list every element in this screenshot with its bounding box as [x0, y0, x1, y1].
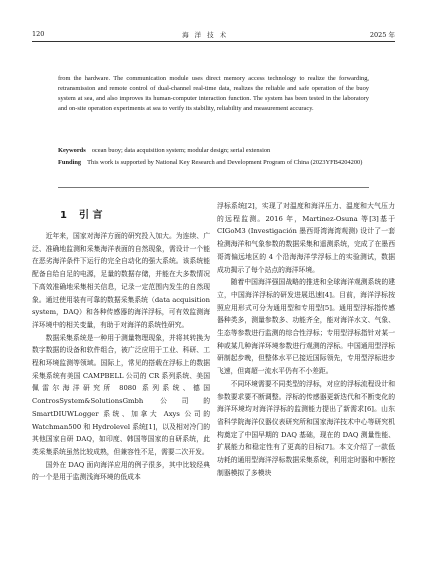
- right-column: [217, 200, 395, 479]
- left-column: [32, 230, 210, 484]
- publication-year: 2025 年: [369, 30, 395, 39]
- paragraph: 数据采集系统是一种用于测量物理现象，并将其转换为数字数据的设备和软件组合，被广泛应用于工业、科研、工程和环境监测等领域。国际上，常见的搭载在浮标上的数据采集系统有美国 CAMPBELL 公司的 CR 系列系统、美国佩雷尔海洋研究所 8080 系列系统、德国 ControsSystem&SolutionsGmbh 公司的 SmartDIUWLogger 系统、加拿大 Axys 公司的 Watchman500 和 Hydrolevel 系统[1]，以及相对冷门的其他国家自研 DAQ，如印度、韩国等国家的自研系统，此类采集系统虽然比较成熟，但兼容性不足，需要二次开发。: [32, 333, 210, 456]
- paragraph: 不同环境需要不同类型的浮标，对应的浮标流程设计和参数要求要不断调整。浮标的传感器更新迭代和不断变化的海洋环境均对海洋浮标的监测能力提出了新需求[6]。山东省科学院海洋仪器仪表研究所和国家海洋技术中心等研究机构奠定了中国早期的 DAQ 基础，现在的 DAQ 测量性能、扩展能力和稳定性有了更高的目标[7]。本文介绍了一款低功耗的通用型海洋浮标数据采集系统，利用定时器和中断控制器模拟了多模块: [217, 379, 395, 477]
- section-number: 1: [60, 210, 67, 221]
- section-heading: [60, 206, 102, 221]
- section-divider: [58, 187, 369, 188]
- page-number: 120: [32, 30, 45, 38]
- section-title: 引 言: [78, 210, 103, 221]
- funding-label: Funding: [58, 159, 82, 166]
- paragraph: 随着中国海洋强国战略的推进和全球海洋观测系统的建立，中国海洋浮标的研发进展迅速[4]。目前，海洋浮标按照应用形式可分为通用型和专用型[5]。通用型浮标指传感器种类多，测量参数多、功能齐全，能对海洋水文、气象、生态等参数进行监测的综合性浮标；专用型浮标指针对某一种或某几种海洋环境参数进行观测的浮标。中国通用型浮标研制起步晚，但整体水平已接近国际领先，专用型浮标进步飞速，但离超一流水平仍有不小差距。: [217, 278, 395, 376]
- funding-block: [58, 158, 369, 168]
- keywords-label: Keywords: [58, 147, 86, 154]
- paragraph: 国外在 DAQ 面向海洋应用的例子很多，其中比较经典的一个是用于监测浅海环境的低成本: [32, 460, 210, 482]
- keywords-block: [58, 146, 369, 156]
- keywords-text: ocean buoy; data acquisition system; modular design; serial extension: [91, 147, 271, 154]
- paragraph: 近年来，国家对海洋方面的研究投入加大。为连续、广泛、准确地监测和采集海洋表面的自然现象，需设计一个能在恶劣海洋条件下运行的完全自动化的强大系统。该系统能配备自给自足的电源，足量的数据存储，并能在大多数情况下高效准确地采集相关信息，记录一定范围内发生的自然现象。通过使用装有可靠的数据采集系统（data acquisition system，DAQ）和各种传感器的海洋浮标，可有效监测海洋环境中的相关变量，有助于对海洋的系统性研究。: [32, 232, 210, 329]
- funding-text: This work is supported by National Key Research and Development Program of China (2023YFB4204200): [87, 159, 363, 166]
- abstract-text: from the hardware. The communication module uses direct memory access technology to realize the forwarding, retransmission and remote control of dual-channel real-time data, realizes the reliable and safe operation of the buoy system at sea, and also improves its human-computer interaction function. The system has been tested in the laboratory and on-site operation experiments at sea to verify its stability, reliability and measurement accuracy.: [58, 75, 369, 112]
- journal-name: 海洋技术: [182, 30, 233, 39]
- page-header: [32, 27, 395, 42]
- paragraph: 浮标系统[2]，实现了对温度和海洋压力、温度和大气压力的远程监测。2016 年，Martinez-Osuna 等[3]基于 CIGoM3 (Investigación 墨西哥湾海湾观测) 设计了一套检测海洋和气象参数的数据采集和遥测系统，完成了在墨西哥湾偏远地区的 4 个沿海海洋学浮标上的实验测试，数据成功揭示了每个站点的海洋环境。: [217, 202, 395, 274]
